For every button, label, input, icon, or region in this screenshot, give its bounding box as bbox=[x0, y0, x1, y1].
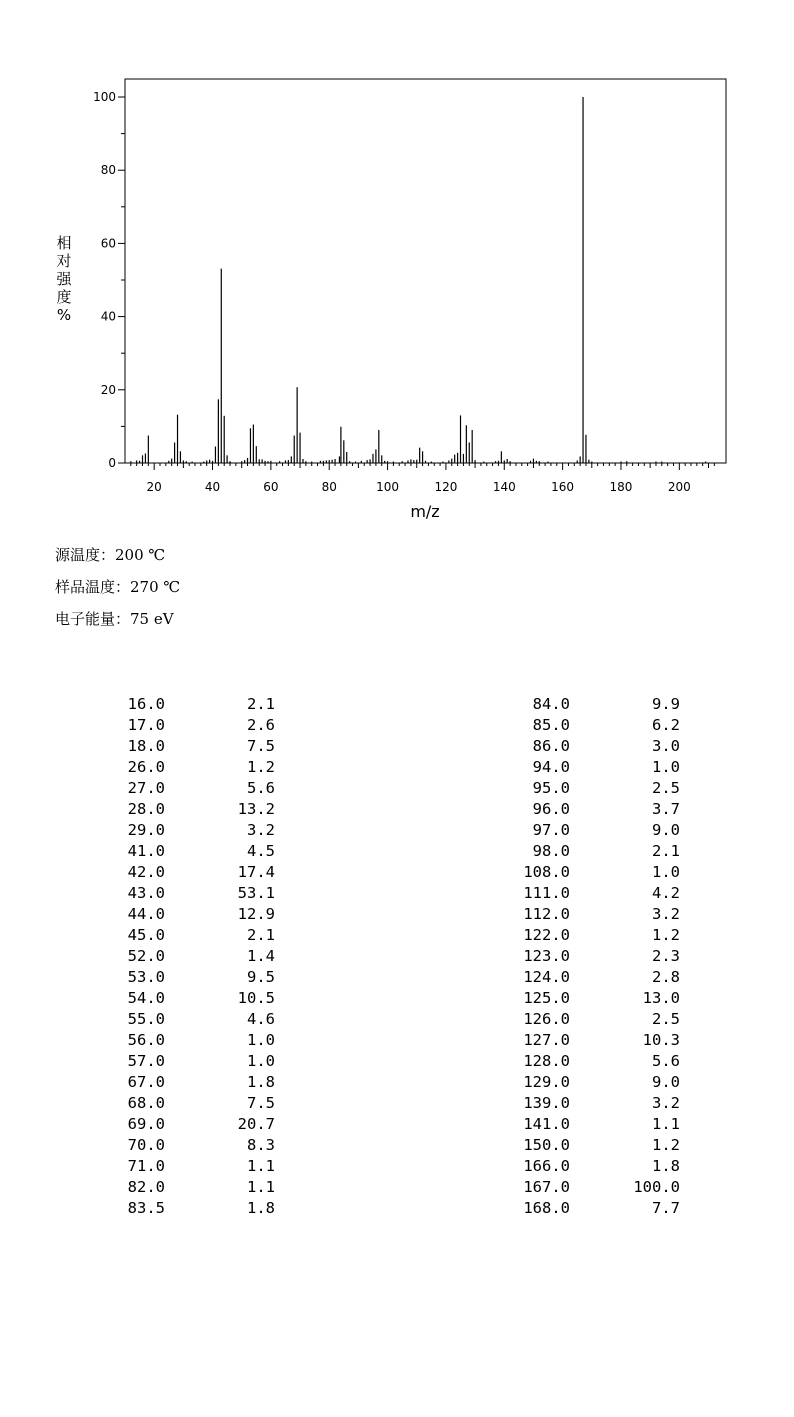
peak-table-left bbox=[55, 694, 285, 1219]
peak-intensity: 1.1 bbox=[247, 1178, 275, 1196]
peak-mz: 128.0 bbox=[523, 1052, 570, 1070]
peak-intensity: 2.6 bbox=[247, 716, 275, 734]
y-axis-label: 相对强度% bbox=[56, 234, 72, 324]
peak-intensity: 1.2 bbox=[247, 758, 275, 776]
y-tick-label: 100 bbox=[93, 90, 116, 104]
peak-row bbox=[55, 988, 285, 1009]
peak-row bbox=[55, 757, 285, 778]
peak-mz: 94.0 bbox=[532, 758, 570, 776]
peak-mz: 111.0 bbox=[523, 884, 570, 902]
x-tick-label: 80 bbox=[321, 480, 337, 494]
peak-row bbox=[470, 1156, 685, 1177]
peak-intensity: 1.2 bbox=[652, 926, 680, 944]
peak-mz: 16.0 bbox=[127, 695, 165, 713]
peak-row bbox=[55, 799, 285, 820]
y-tick-label: 20 bbox=[100, 382, 116, 397]
peak-mz: 41.0 bbox=[127, 842, 165, 860]
condition-value: 270 ℃ bbox=[130, 578, 181, 596]
peak-row bbox=[470, 799, 685, 820]
peak-row bbox=[55, 967, 285, 988]
peak-row bbox=[470, 988, 685, 1009]
peak-row bbox=[55, 1114, 285, 1135]
peak-row bbox=[55, 736, 285, 757]
condition-label: 样品温度： bbox=[55, 578, 131, 596]
peak-intensity: 1.8 bbox=[247, 1199, 275, 1217]
peak-row bbox=[470, 841, 685, 862]
mass-spectrum-chart bbox=[0, 0, 794, 530]
peak-intensity: 2.5 bbox=[652, 1010, 680, 1028]
y-tick-label: 60 bbox=[100, 236, 116, 251]
peak-mz: 83.5 bbox=[127, 1199, 165, 1217]
peak-mz: 43.0 bbox=[127, 884, 165, 902]
peak-mz: 127.0 bbox=[523, 1031, 570, 1049]
peak-row bbox=[470, 1030, 685, 1051]
y-tick-label: 80 bbox=[100, 163, 116, 178]
peak-row bbox=[470, 1072, 685, 1093]
condition-line bbox=[55, 576, 180, 597]
peak-intensity: 3.2 bbox=[652, 905, 680, 923]
peak-row bbox=[470, 1177, 685, 1198]
condition-value: 200 ℃ bbox=[115, 546, 166, 564]
peak-row bbox=[55, 925, 285, 946]
peak-mz: 18.0 bbox=[127, 737, 165, 755]
peak-mz: 129.0 bbox=[523, 1073, 570, 1091]
peak-row bbox=[470, 736, 685, 757]
peak-intensity: 1.0 bbox=[247, 1052, 275, 1070]
peak-row bbox=[55, 904, 285, 925]
peak-intensity: 7.5 bbox=[247, 1094, 275, 1112]
peak-intensity: 17.4 bbox=[237, 863, 275, 881]
peak-mz: 124.0 bbox=[523, 968, 570, 986]
condition-line bbox=[55, 544, 165, 565]
peak-intensity: 5.6 bbox=[247, 779, 275, 797]
peak-mz: 108.0 bbox=[523, 863, 570, 881]
peak-row bbox=[470, 862, 685, 883]
x-tick-label: 140 bbox=[492, 480, 516, 494]
peak-row bbox=[55, 820, 285, 841]
peak-mz: 95.0 bbox=[532, 779, 570, 797]
peak-mz: 29.0 bbox=[127, 821, 165, 839]
peak-intensity: 7.5 bbox=[247, 737, 275, 755]
peak-mz: 53.0 bbox=[127, 968, 165, 986]
peak-mz: 56.0 bbox=[127, 1031, 165, 1049]
peak-row bbox=[470, 715, 685, 736]
y-tick-label: 0 bbox=[108, 456, 116, 470]
peak-intensity: 2.3 bbox=[652, 947, 680, 965]
peak-mz: 97.0 bbox=[532, 821, 570, 839]
peak-row bbox=[470, 925, 685, 946]
peak-intensity: 2.1 bbox=[652, 842, 680, 860]
peak-mz: 45.0 bbox=[127, 926, 165, 944]
peak-row bbox=[470, 694, 685, 715]
peak-intensity: 1.8 bbox=[247, 1073, 275, 1091]
peak-mz: 44.0 bbox=[127, 905, 165, 923]
peak-row bbox=[55, 1198, 285, 1219]
x-tick-label: 60 bbox=[263, 480, 279, 494]
peak-row bbox=[55, 1135, 285, 1156]
peak-mz: 57.0 bbox=[127, 1052, 165, 1070]
peak-row bbox=[470, 778, 685, 799]
peak-intensity: 2.1 bbox=[247, 926, 275, 944]
peak-mz: 71.0 bbox=[127, 1157, 165, 1175]
x-tick-label: 120 bbox=[434, 480, 458, 494]
peak-row bbox=[55, 841, 285, 862]
peak-intensity: 20.7 bbox=[237, 1115, 275, 1133]
peak-row bbox=[55, 862, 285, 883]
peak-intensity: 1.8 bbox=[652, 1157, 680, 1175]
peak-intensity: 3.2 bbox=[652, 1094, 680, 1112]
peak-intensity: 1.0 bbox=[652, 863, 680, 881]
condition-line bbox=[55, 608, 174, 629]
x-tick-label: 20 bbox=[146, 480, 162, 494]
peak-row bbox=[470, 967, 685, 988]
x-tick-label: 180 bbox=[609, 480, 633, 494]
peak-mz: 122.0 bbox=[523, 926, 570, 944]
peak-row bbox=[55, 1072, 285, 1093]
peak-row bbox=[55, 1009, 285, 1030]
peak-mz: 27.0 bbox=[127, 779, 165, 797]
peak-row bbox=[55, 883, 285, 904]
peak-mz: 112.0 bbox=[523, 905, 570, 923]
peak-row bbox=[55, 1093, 285, 1114]
peak-intensity: 9.5 bbox=[247, 968, 275, 986]
peak-row bbox=[55, 715, 285, 736]
peak-intensity: 1.0 bbox=[247, 1031, 275, 1049]
condition-label: 电子能量： bbox=[55, 610, 131, 628]
peak-intensity: 1.0 bbox=[652, 758, 680, 776]
peak-row bbox=[470, 1009, 685, 1030]
peak-intensity: 1.1 bbox=[247, 1157, 275, 1175]
peak-mz: 86.0 bbox=[532, 737, 570, 755]
peak-row bbox=[55, 1156, 285, 1177]
peak-row bbox=[470, 1135, 685, 1156]
peak-intensity: 9.0 bbox=[652, 1073, 680, 1091]
peak-mz: 85.0 bbox=[532, 716, 570, 734]
peak-intensity: 9.9 bbox=[652, 695, 680, 713]
peak-intensity: 10.3 bbox=[642, 1031, 680, 1049]
peak-row bbox=[55, 946, 285, 967]
peak-intensity: 2.8 bbox=[652, 968, 680, 986]
condition-value: 75 eV bbox=[130, 610, 174, 628]
peak-mz: 141.0 bbox=[523, 1115, 570, 1133]
peak-mz: 84.0 bbox=[532, 695, 570, 713]
peak-intensity: 7.7 bbox=[652, 1199, 680, 1217]
peak-row bbox=[470, 883, 685, 904]
peak-mz: 70.0 bbox=[127, 1136, 165, 1154]
peak-intensity: 10.5 bbox=[237, 989, 275, 1007]
peak-row bbox=[470, 1093, 685, 1114]
peak-mz: 125.0 bbox=[523, 989, 570, 1007]
peak-intensity: 2.1 bbox=[247, 695, 275, 713]
peak-intensity: 100.0 bbox=[633, 1178, 680, 1196]
condition-label: 源温度： bbox=[55, 546, 116, 564]
peak-row bbox=[470, 757, 685, 778]
peak-row bbox=[470, 820, 685, 841]
peak-intensity: 4.2 bbox=[652, 884, 680, 902]
peak-intensity: 5.6 bbox=[652, 1052, 680, 1070]
plot-frame bbox=[125, 79, 726, 463]
peak-row bbox=[470, 946, 685, 967]
peak-intensity: 6.2 bbox=[652, 716, 680, 734]
peak-mz: 167.0 bbox=[523, 1178, 570, 1196]
peak-mz: 28.0 bbox=[127, 800, 165, 818]
peak-intensity: 13.0 bbox=[642, 989, 680, 1007]
peak-mz: 126.0 bbox=[523, 1010, 570, 1028]
peak-mz: 55.0 bbox=[127, 1010, 165, 1028]
peak-intensity: 1.4 bbox=[247, 947, 275, 965]
peak-row bbox=[470, 1114, 685, 1135]
peak-mz: 123.0 bbox=[523, 947, 570, 965]
peak-row bbox=[55, 694, 285, 715]
peak-row bbox=[55, 1030, 285, 1051]
peak-intensity: 9.0 bbox=[652, 821, 680, 839]
peak-intensity: 53.1 bbox=[237, 884, 275, 902]
peak-mz: 82.0 bbox=[127, 1178, 165, 1196]
peak-mz: 98.0 bbox=[532, 842, 570, 860]
peak-intensity: 4.5 bbox=[247, 842, 275, 860]
peak-intensity: 4.6 bbox=[247, 1010, 275, 1028]
peak-mz: 150.0 bbox=[523, 1136, 570, 1154]
peak-mz: 139.0 bbox=[523, 1094, 570, 1112]
peak-intensity: 12.9 bbox=[237, 905, 275, 923]
peak-table-right bbox=[470, 694, 685, 1219]
x-axis bbox=[131, 463, 714, 494]
peak-mz: 68.0 bbox=[127, 1094, 165, 1112]
peak-intensity: 1.1 bbox=[652, 1115, 680, 1133]
y-tick-label: 40 bbox=[100, 309, 116, 324]
peak-mz: 17.0 bbox=[127, 716, 165, 734]
x-tick-label: 40 bbox=[204, 480, 221, 494]
peak-intensity: 13.2 bbox=[237, 800, 275, 818]
peak-mz: 54.0 bbox=[127, 989, 165, 1007]
peak-row bbox=[470, 904, 685, 925]
y-axis bbox=[93, 90, 125, 470]
peak-row bbox=[55, 1051, 285, 1072]
peak-intensity: 1.2 bbox=[652, 1136, 680, 1154]
peak-intensity: 3.0 bbox=[652, 737, 680, 755]
peak-intensity: 3.7 bbox=[652, 800, 680, 818]
peak-mz: 67.0 bbox=[127, 1073, 165, 1091]
spectrum-peaks bbox=[131, 97, 706, 463]
peak-mz: 168.0 bbox=[523, 1199, 570, 1217]
peak-mz: 69.0 bbox=[127, 1115, 165, 1133]
peak-intensity: 3.2 bbox=[247, 821, 275, 839]
x-axis-label: m/z bbox=[410, 502, 440, 521]
peak-row bbox=[55, 778, 285, 799]
peak-intensity: 2.5 bbox=[652, 779, 680, 797]
x-tick-label: 100 bbox=[376, 480, 400, 494]
peak-row bbox=[55, 1177, 285, 1198]
peak-mz: 52.0 bbox=[127, 947, 165, 965]
x-tick-label: 160 bbox=[551, 480, 575, 494]
peak-mz: 42.0 bbox=[127, 863, 165, 881]
peak-mz: 96.0 bbox=[532, 800, 570, 818]
peak-intensity: 8.3 bbox=[247, 1136, 275, 1154]
peak-mz: 26.0 bbox=[127, 758, 165, 776]
x-tick-label: 200 bbox=[667, 480, 691, 494]
peak-row bbox=[470, 1051, 685, 1072]
peak-mz: 166.0 bbox=[523, 1157, 570, 1175]
peak-row bbox=[470, 1198, 685, 1219]
